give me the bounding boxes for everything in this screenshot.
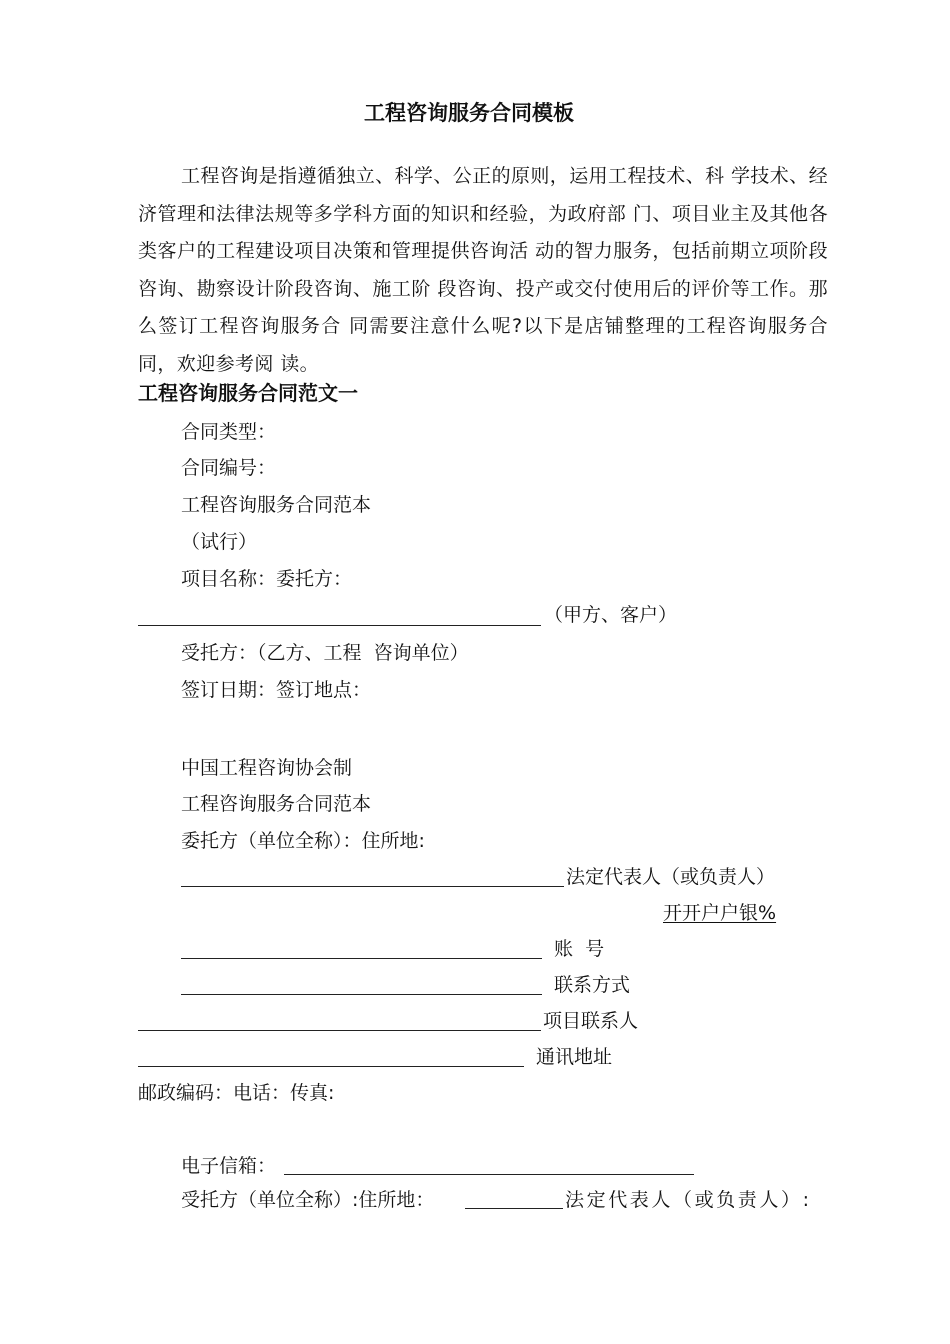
intro-paragraph: 工程咨询是指遵循独立、科学、公正的原则，运用工程技术、科 学技术、经济管理和法律法规等多学科方面的知识和经验，为政府部 门、项目业主及其他各类客户的工程建设项目决策和管理提供咨询活 动的智力服务，包括前期立项阶段咨询、勘察设计阶段咨询、施工阶 段咨询、投产或交付使用后的评价等工作。那么签订工程咨询服务合 同需要注意什么呢?以下是店铺整理的工程咨询服务合同，欢迎参考阅 读。 <box>138 165 828 375</box>
project-client-line: 项目名称：委托方： <box>181 568 353 590</box>
party-a-blank <box>138 625 541 626</box>
trustee-fullname-line: 受托方（单位全称）:住所地： <box>181 1189 435 1211</box>
project-contact-label: 项目联系人 <box>543 1010 639 1032</box>
trial-line: （试行） <box>181 531 258 553</box>
sign-date-place-line: 签订日期：签订地点： <box>181 679 372 701</box>
project-contact-blank <box>138 1030 541 1031</box>
legal-rep-label-2: 法定代表人（或负责人）: <box>565 1189 812 1211</box>
section-heading: 工程咨询服务合同范文一 <box>138 381 358 405</box>
association-line: 中国工程咨询协会制 <box>181 757 353 779</box>
bank-label: 开开户户银% <box>663 902 777 924</box>
account-blank <box>181 958 542 959</box>
email-blank <box>284 1174 694 1175</box>
contact-method-label: 联系方式 <box>554 974 631 996</box>
address-label: 通讯地址 <box>536 1046 613 1068</box>
trustee-address-blank <box>465 1208 563 1209</box>
email-label: 电子信箱： <box>181 1155 277 1177</box>
document-title: 工程咨询服务合同模板 <box>364 101 574 125</box>
contact-method-blank <box>181 994 542 995</box>
client-fullname-line: 委托方（单位全称）：住所地: <box>181 830 425 852</box>
contract-number-line: 合同编号： <box>181 457 277 479</box>
legal-rep-label: 法定代表人（或负责人） <box>566 866 776 888</box>
contract-type-line: 合同类型： <box>181 421 277 443</box>
postal-phone-fax-line: 邮政编码：电话：传真: <box>138 1082 335 1104</box>
legal-rep-blank <box>181 886 564 887</box>
trustee-line: 受托方：（乙方、工程 咨询单位） <box>181 642 469 664</box>
party-a-label: （甲方、客户） <box>544 604 678 626</box>
template-title-line-2: 工程咨询服务合同范本 <box>181 793 372 815</box>
address-blank <box>138 1066 524 1067</box>
template-title-line: 工程咨询服务合同范本 <box>181 494 372 516</box>
account-label: 账 号 <box>554 938 605 960</box>
